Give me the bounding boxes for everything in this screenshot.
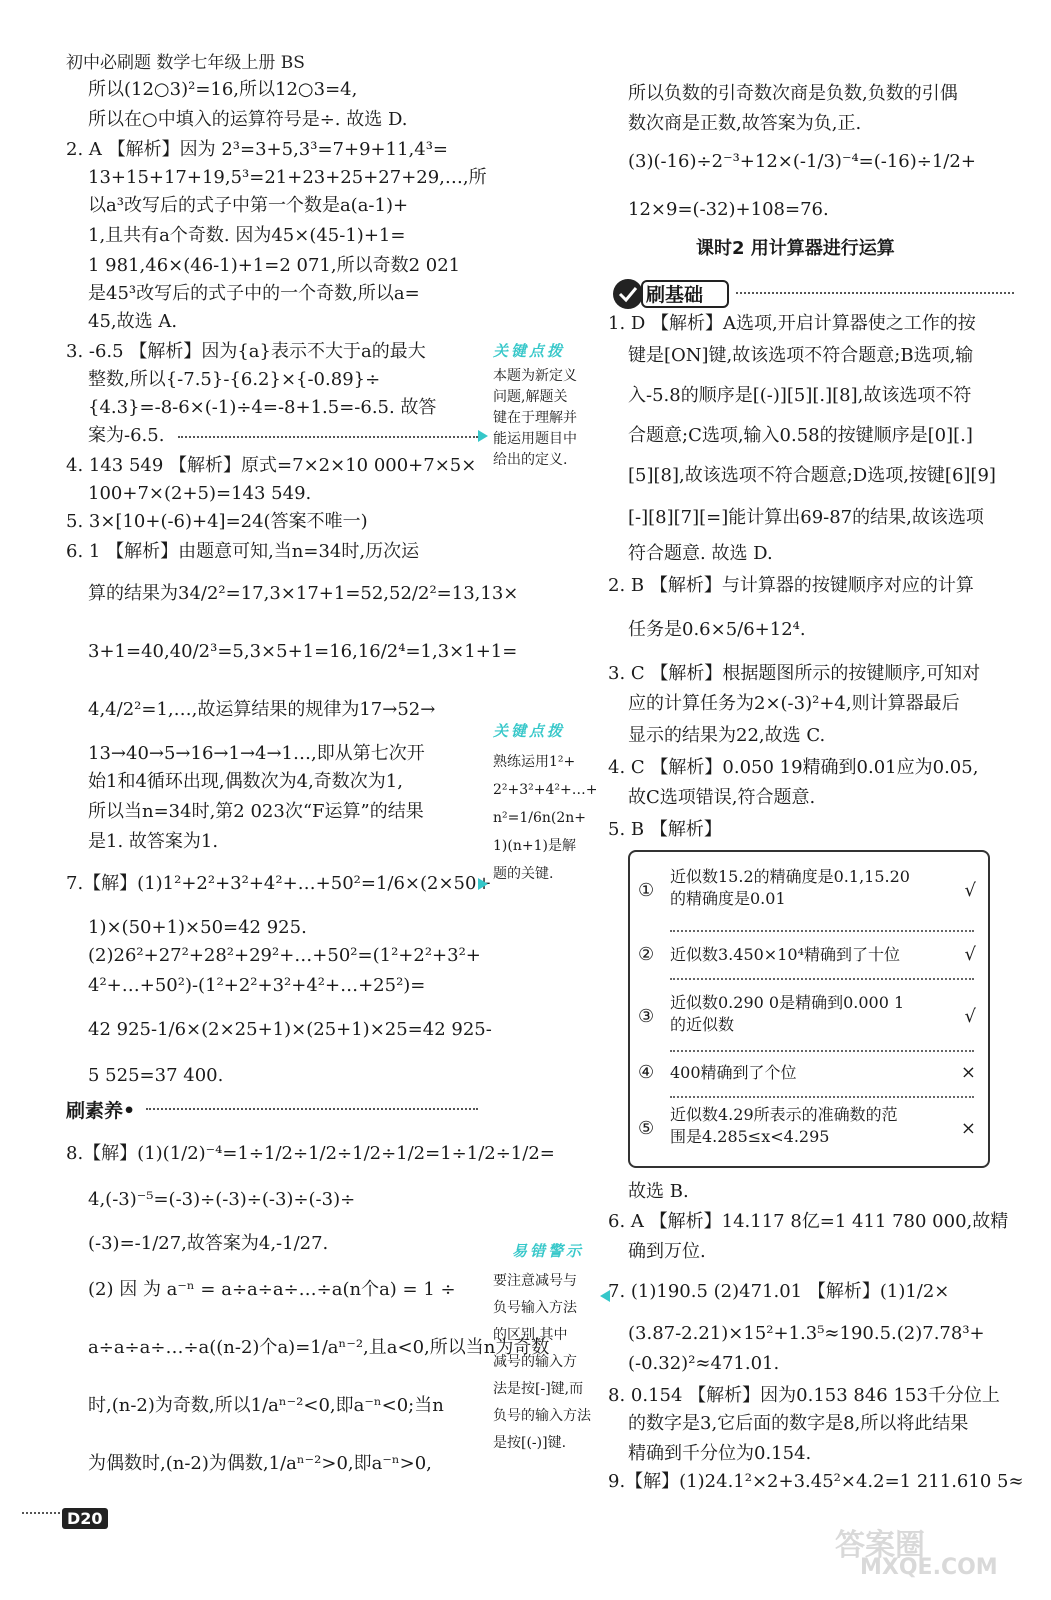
section-divider — [736, 292, 1014, 294]
q7-line: 5 525=37 400. — [88, 1065, 224, 1086]
q6r-line: 6. A 【解析】14.117 8亿=1 411 780 000,故精 — [608, 1211, 1009, 1232]
note-title: 关键点拨 — [493, 722, 566, 740]
row-text — [670, 944, 940, 966]
check-mark-icon: √ — [964, 1006, 976, 1027]
watermark: 答案圈 — [835, 1528, 925, 1563]
q7r-line: 7. (1)190.5 (2)471.01 【解析】(1)1/2× — [608, 1281, 950, 1302]
q5r-end: 故选 B. — [628, 1181, 689, 1202]
q7-line: 4²+…+50²)-(1²+2²+3²+4²+…+25²)= — [88, 975, 426, 996]
table-divider — [670, 1050, 974, 1052]
q2-line: 45,故选 A. — [88, 311, 178, 332]
page-number: D20 — [62, 1508, 108, 1529]
q6-line: 13→40→5→16→1→4→1…,即从第七次开 — [88, 743, 425, 764]
watermark-url: MXQE.COM — [860, 1555, 998, 1580]
note-line: 负号的输入方法 — [493, 1408, 591, 1424]
q2-line: 是45³改写后的式子中的一个奇数,所以a= — [88, 283, 420, 304]
cross-mark-icon: × — [960, 1062, 976, 1083]
q5-line: 5. 3×[10+(-6)+4]=24(答案不唯一) — [66, 511, 368, 532]
q1-line: 符合题意. 故选 D. — [628, 543, 773, 564]
row-text — [670, 992, 940, 1036]
note-body — [493, 366, 603, 471]
q8r-line: 的数字是3,它后面的数字是8,所以将此结果 — [628, 1413, 969, 1434]
q8-line: 8.【解】(1)(1/2)⁻⁴=1÷1/2÷1/2÷1/2÷1/2=1÷1/2÷1/2= — [66, 1143, 555, 1164]
q2-line: 1 981,46×(46-1)+1=2 071,所以奇数2 021 — [88, 255, 461, 276]
q6-line: 4,4/2²=1,…,故运算结果的规律为17→52→ — [88, 699, 436, 720]
q7r-line: (3.87-2.21)×15²+1.3⁵≈190.5.(2)7.78³+ — [628, 1323, 985, 1344]
note-line: 能运用题目中 — [493, 431, 577, 447]
q1-line: 1. D 【解析】A选项,开启计算器使之工作的按 — [608, 313, 976, 334]
note-line: 给出的定义. — [493, 452, 568, 468]
note-line: 熟练运用1²+ — [493, 754, 576, 770]
q6-line: 是1. 故答案为1. — [88, 831, 219, 852]
q8-line: 时,(n-2)为奇数,所以1/aⁿ⁻²<0,即a⁻ⁿ<0;当n — [88, 1395, 444, 1416]
note-line: 要注意减号与 — [493, 1273, 577, 1289]
q7-line: 42 925-1/6×(2×25+1)×(25+1)×25=42 925- — [88, 1019, 492, 1040]
note-line: 减号的输入方 — [493, 1354, 577, 1370]
q6-line: 3+1=40,40/2³=5,3×5+1=16,16/2⁴=1,3×1+1= — [88, 641, 518, 662]
q2-line: 2. A 【解析】因为 2³=3+5,3³=7+9+11,4³= — [66, 139, 448, 160]
note-line: 键在于理解并 — [493, 410, 577, 426]
q7-line: (2)26²+27²+28²+29²+…+50²=(1²+2²+3²+ — [88, 945, 481, 966]
q8r-line: 8. 0.154 【解析】因为0.153 846 153千分位上 — [608, 1385, 1000, 1406]
q8-line: a÷a÷a÷…÷a((n-2)个a)=1/aⁿ⁻²,且a<0,所以当n为奇数 — [88, 1337, 550, 1358]
q2-line: 1,且共有a个奇数. 因为45×(45-1)+1= — [88, 225, 406, 246]
note-title: 关键点拨 — [493, 342, 566, 360]
check-mark-icon: √ — [964, 944, 976, 965]
lesson-title: 课时2 用计算器进行运算 — [696, 238, 895, 259]
r1-line: 所以负数的引奇数次商是负数,负数的引偶 — [628, 83, 958, 104]
table-row — [630, 1062, 988, 1092]
q4-line: 4. 143 549 【解析】原式=7×2×10 000+7×5× — [66, 455, 477, 476]
q1-line: [-][8][7][=]能计算出69-87的结果,故该选项 — [628, 507, 984, 528]
note-line: 是按[(-)]键. — [493, 1435, 567, 1451]
row-number: ② — [638, 944, 655, 965]
q3-line: 整数,所以{-7.5}-{6.2}×{-0.89}÷ — [88, 369, 381, 390]
r1-line: 数次商是正数,故答案为负,正. — [628, 113, 862, 134]
note-line: 题的关键. — [493, 866, 554, 882]
footer-dots — [22, 1512, 60, 1514]
r1-line: 12×9=(-32)+108=76. — [628, 199, 829, 220]
section-title: 刷素养• — [66, 1100, 136, 1122]
row-number: ① — [638, 880, 655, 901]
q4r-line: 故C选项错误,符合题意. — [628, 787, 816, 808]
q7r-line: (-0.32)²≈471.01. — [628, 1353, 780, 1374]
q6-line: 6. 1 【解析】由题意可知,当n=34时,历次运 — [66, 541, 420, 562]
table-row — [630, 866, 988, 922]
table-divider — [670, 930, 974, 932]
section-divider — [146, 1108, 478, 1110]
q1-line: 入-5.8的顺序是[(-)][5][.][8],故该选项不符 — [628, 385, 972, 406]
q1-line: 合题意;C选项,输入0.58的按键顺序是[0][.] — [628, 425, 973, 446]
q9r-line: 9.【解】(1)24.1²×2+3.45²×4.2=1 211.610 5≈ — [608, 1471, 1024, 1492]
note-line: 本题为新定义 — [493, 368, 577, 384]
q4-line: 100+7×(2+5)=143 549. — [88, 483, 312, 504]
note-line: 的区别,其中 — [493, 1327, 568, 1343]
q7-line: 1)×(50+1)×50=42 925. — [88, 917, 307, 938]
note-body — [493, 1268, 603, 1457]
row-text-line: 的近似数 — [670, 1015, 735, 1034]
q5r-line: 5. B 【解析】 — [608, 819, 722, 840]
cross-mark-icon: × — [960, 1118, 976, 1139]
row-text-line: 近似数15.2的精确度是0.1,15.20 — [670, 867, 910, 886]
note-title: 易错警示 — [512, 1242, 585, 1260]
row-number: ④ — [638, 1062, 655, 1083]
q8-line: 4,(-3)⁻⁵=(-3)÷(-3)÷(-3)÷(-3)÷ — [88, 1189, 356, 1210]
q3r-line: 应的计算任务为2×(-3)²+4,则计算器最后 — [628, 693, 960, 714]
badge-circle-icon — [613, 279, 643, 309]
q2r-line: 2. B 【解析】与计算器的按键顺序对应的计算 — [608, 575, 974, 596]
row-text-line: 近似数4.29所表示的准确数的范 — [670, 1105, 898, 1124]
table-row — [630, 944, 988, 974]
q6r-line: 确到万位. — [628, 1241, 706, 1262]
row-text-line: 围是4.285≤x<4.295 — [670, 1127, 830, 1146]
q2-line: 13+15+17+19,5³=21+23+25+27+29,…,所 — [88, 167, 487, 188]
leader-dots — [178, 436, 478, 438]
row-text-line: 近似数0.290 0是精确到0.000 1 — [670, 993, 905, 1012]
q8-line: (-3)=-1/27,故答案为4,-1/27. — [88, 1233, 329, 1254]
q8r-line: 精确到千分位为0.154. — [628, 1443, 812, 1464]
check-mark-icon: √ — [964, 880, 976, 901]
q3r-line: 显示的结果为22,故选 C. — [628, 725, 826, 746]
note-line: 2²+3²+4²+…+ — [493, 782, 598, 798]
r1-line: (3)(-16)÷2⁻³+12×(-1/3)⁻⁴=(-16)÷1/2+ — [628, 151, 976, 172]
row-number: ⑤ — [638, 1118, 655, 1139]
row-text-line: 的精确度是0.01 — [670, 889, 786, 908]
row-text — [670, 866, 940, 910]
q8-line: 为偶数时,(n-2)为偶数,1/aⁿ⁻²>0,即a⁻ⁿ>0, — [88, 1453, 432, 1474]
q6-line: 所以当n=34时,第2 023次“F运算”的结果 — [88, 801, 424, 822]
q1-line: 键是[ON]键,故该选项不符合题意;B选项,输 — [628, 345, 974, 366]
arrow-icon — [478, 430, 488, 442]
note-line: 1)(n+1)是解 — [493, 838, 576, 854]
q4r-line: 4. C 【解析】0.050 19精确到0.01应为0.05, — [608, 757, 979, 778]
page-header: 初中必刷题 数学七年级上册 BS — [66, 53, 305, 73]
q6-line: 始1和4循环出现,偶数次为4,奇数次为1, — [88, 771, 403, 792]
row-text-line: 400精确到了个位 — [670, 1063, 797, 1082]
q3-line: {4.3}=-8-6×(-1)÷4=-8+1.5=-6.5. 故答 — [88, 397, 437, 418]
row-text-line: 近似数3.450×10⁴精确到了十位 — [670, 945, 900, 964]
q3r-line: 3. C 【解析】根据题图所示的按键顺序,可知对 — [608, 663, 981, 684]
arrow-icon — [478, 878, 488, 890]
table-row — [630, 992, 988, 1048]
table-divider — [670, 978, 974, 980]
q6-line: 算的结果为34/2²=17,3×17+1=52,52/2²=13,13× — [88, 583, 519, 604]
text-line: 所以(12○3)²=16,所以12○3=4, — [88, 79, 358, 100]
note-line: n²=1/6n(2n+ — [493, 810, 587, 826]
q2-line: 以a³改写后的式子中第一个数是a(a-1)+ — [88, 195, 409, 216]
note-body — [493, 748, 603, 888]
text-line: 所以在○中填入的运算符号是÷. 故选 D. — [88, 109, 408, 130]
note-line: 负号输入方法 — [493, 1300, 577, 1316]
q3-line: 案为-6.5. — [88, 425, 165, 446]
table-divider — [670, 1096, 974, 1098]
note-line: 法是按[-]键,而 — [493, 1381, 584, 1397]
section-title: 刷基础 — [646, 284, 704, 306]
q1-line: [5][8],故该选项不符合题意;D选项,按键[6][9] — [628, 465, 996, 486]
table-row — [630, 1104, 988, 1160]
note-line: 问题,解题关 — [493, 389, 568, 405]
row-text — [670, 1062, 940, 1084]
q3-line: 3. -6.5 【解析】因为{a}表示不大于a的最大 — [66, 341, 426, 362]
q2r-line: 任务是0.6×5/6+12⁴. — [628, 619, 806, 640]
judgement-table — [628, 850, 990, 1168]
row-text — [670, 1104, 940, 1148]
row-number: ③ — [638, 1006, 655, 1027]
q8-line: (2) 因 为 a⁻ⁿ = a÷a÷a÷…÷a(n个a) = 1 ÷ — [88, 1279, 456, 1300]
q7-line: 7.【解】(1)1²+2²+3²+4²+…+50²=1/6×(2×50+ — [66, 873, 492, 894]
